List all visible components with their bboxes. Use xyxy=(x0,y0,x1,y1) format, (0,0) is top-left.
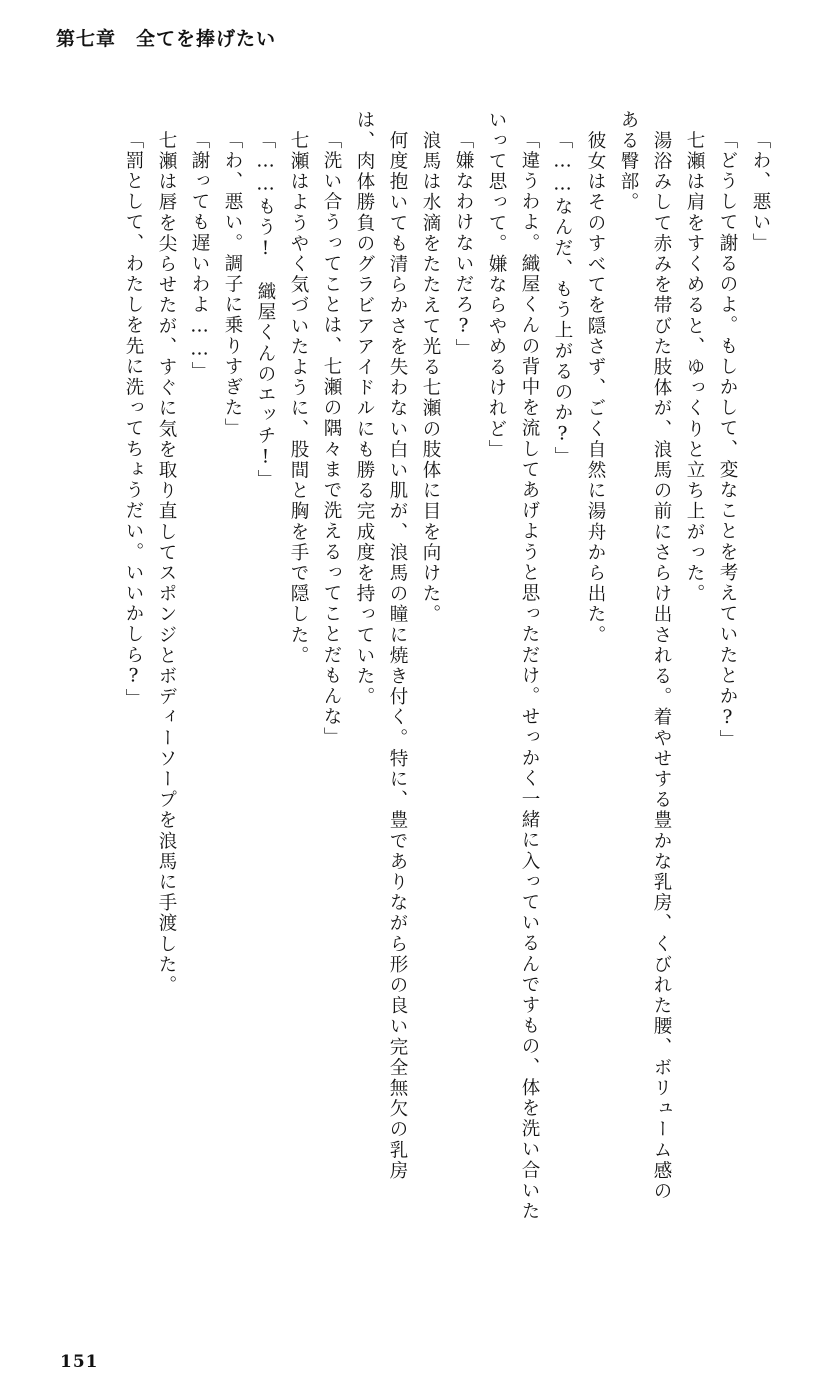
text-line: 「洗い合うってことは、七瀬の隅々まで洗えるってことだもんな」 xyxy=(321,130,342,748)
text-line: いって思って。嫌ならやめるけれど」 xyxy=(486,110,507,461)
text-line: 「わ、悪い」 xyxy=(750,130,771,254)
chapter-heading: 第七章 全てを捧げたい xyxy=(56,28,277,50)
text-line: 七瀬はようやく気づいたように、股間と胸を手で隠した。 xyxy=(288,110,309,667)
text-line: 「どうして謝るのよ。もしかして、変なことを考えていたとか?」 xyxy=(717,130,738,751)
text-line: 七瀬は肩をすくめると、ゆっくりと立ち上がった。 xyxy=(684,110,705,605)
text-line: 「謝っても遅いわよ……」 xyxy=(189,130,210,383)
text-line: 何度抱いても清らかさを失わない白い肌が、浪馬の瞳に焼き付く。特に、豊でありながら形の良い完全無欠の乳房 xyxy=(387,110,408,1182)
text-line: 浪馬は水滴をたたえて光る七瀬の肢体に目を向けた。 xyxy=(420,110,441,625)
text-line: ある臀部。 xyxy=(618,110,639,213)
text-line: 「……なんだ、もう上がるのか?」 xyxy=(552,130,573,468)
text-line: 「罰として、わたしを先に洗ってちょうだい。いいかしら?」 xyxy=(123,130,144,710)
text-line: 「わ、悪い。調子に乗りすぎた」 xyxy=(222,130,243,439)
text-line: 「嫌なわけないだろ?」 xyxy=(453,130,474,360)
text-line: 彼女はそのすべてを隠さず、ごく自然に湯舟から出た。 xyxy=(585,110,606,646)
text-line: 湯浴みして赤みを帯びた肢体が、浪馬の前にさらけ出される。着やせする豊かな乳房、くびれた腰、ボリューム感の xyxy=(651,110,672,1202)
text-line: は、肉体勝負のグラビアアイドルにも勝る完成度を持っていた。 xyxy=(354,110,375,708)
vertical-text-body xyxy=(56,110,769,1325)
text-line: 七瀬は唇を尖らせたが、すぐに気を取り直してスポンジとボディーソープを浪馬に手渡した。 xyxy=(156,110,177,996)
page-number: 151 xyxy=(60,1352,99,1372)
text-line: 「……もう! 織屋くんのエッチ!」 xyxy=(255,130,276,491)
text-line: 「違うわよ。織屋くんの背中を流してあげようと思っただけ。せっかく一緒に入っているんですもの、体を洗い合いた xyxy=(519,130,540,1222)
